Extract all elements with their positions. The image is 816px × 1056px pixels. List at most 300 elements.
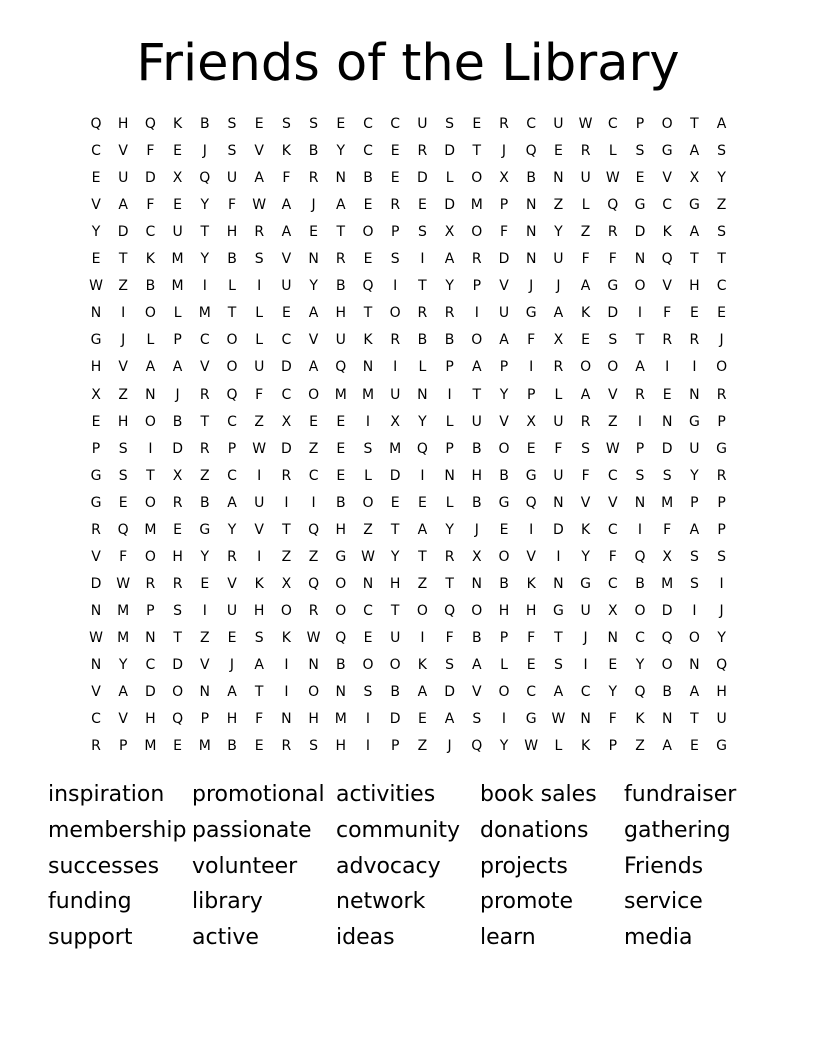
grid-letter: I [556,548,561,565]
grid-letter: B [363,170,373,187]
grid-letter: B [444,332,455,349]
grid-letter: D [553,521,564,538]
grid-letter: R [199,386,210,403]
grid-letter: Z [200,629,210,646]
grid-letter: Y [309,278,318,295]
grid-letter: R [91,521,101,538]
grid-letter: S [309,738,319,755]
grid-letter: N [661,413,673,430]
grid-letter: R [417,305,428,322]
grid-letter: C [526,116,537,132]
grid-letter: G [525,467,537,484]
grid-letter: N [90,602,102,619]
grid-letter: M [470,197,483,214]
grid-letter: P [717,494,726,511]
grid-letter: J [529,278,534,295]
grid-letter: D [661,602,673,619]
grid-letter: N [145,629,156,646]
word-list-item: support [48,925,133,951]
grid-letter: P [690,494,699,511]
grid-letter: K [281,143,291,160]
grid-letter: X [172,467,183,484]
grid-letter: O [498,440,510,457]
grid-letter: I [284,684,289,701]
grid-letter: C [281,386,292,403]
grid-letter: N [525,224,537,241]
grid-letter: X [608,602,618,619]
grid-letter: D [444,143,455,160]
grid-letter: N [417,386,428,403]
grid-letter: P [499,359,509,376]
grid-letter: H [253,602,265,619]
grid-letter: Y [499,386,509,403]
grid-letter: N [281,711,292,728]
grid-letter: V [91,684,101,701]
grid-letter: F [255,386,264,403]
grid-letter: M [198,305,211,322]
grid-letter: D [661,440,673,457]
grid-letter: U [553,467,564,484]
grid-letter: E [309,224,319,241]
grid-letter: B [390,684,400,701]
grid-letter: I [257,548,262,565]
grid-letter: E [635,170,645,187]
grid-letter: A [689,224,700,241]
grid-letter: V [200,657,210,673]
grid-letter: K [281,629,291,646]
grid-letter: H [689,278,700,295]
grid-letter: H [226,224,238,241]
grid-letter: F [581,467,590,484]
grid-letter: Y [227,521,237,538]
grid-letter: U [471,413,482,430]
grid-letter: P [118,738,128,755]
grid-letter: T [717,251,726,268]
grid-letter: V [662,278,672,295]
grid-letter: D [389,467,401,484]
grid-letter: P [146,602,155,619]
grid-letter: C [145,224,156,241]
grid-letter: C [145,657,156,673]
grid-letter: K [581,738,591,755]
grid-letter: S [254,629,264,646]
grid-letter: L [255,305,264,322]
grid-letter: Z [635,738,645,755]
grid-letter: L [445,413,454,430]
grid-letter: Q [144,116,156,132]
grid-letter: F [282,170,291,187]
grid-letter: L [581,197,590,214]
grid-letter: B [172,413,183,430]
grid-letter: Q [525,143,537,160]
grid-letter: Y [445,278,454,295]
grid-letter: L [500,657,508,673]
grid-letter: G [199,521,211,538]
grid-letter: N [689,386,700,403]
grid-letter: C [607,467,618,484]
grid-letter: Q [416,440,428,457]
grid-letter: Z [118,386,128,403]
grid-letter: A [580,386,591,403]
grid-letter: D [90,575,102,592]
grid-letter: V [254,143,264,160]
grid-letter: E [254,116,264,132]
grid-letter: I [365,711,371,728]
grid-letter: X [172,170,183,187]
grid-letter: A [472,657,482,673]
grid-letter: A [444,711,455,728]
grid-letter: W [116,575,131,592]
grid-letter: R [227,548,237,565]
grid-letter: S [173,602,183,619]
grid-letter: P [608,738,618,755]
grid-letter: R [308,602,319,619]
grid-letter: A [227,494,237,511]
word-list-item: learn [480,925,536,951]
grid-letter: H [117,116,129,132]
grid-letter: M [171,278,184,295]
grid-letter: S [689,575,699,592]
grid-letter: A [254,170,264,187]
grid-letter: U [553,413,564,430]
grid-letter: C [227,413,237,430]
grid-letter: L [608,143,617,160]
grid-letter: B [471,494,482,511]
grid-letter: P [173,332,182,349]
grid-letter: F [146,197,155,214]
grid-letter: R [281,467,292,484]
grid-letter: Z [308,440,319,457]
grid-letter: Z [580,224,591,241]
grid-letter: U [254,359,265,376]
grid-letter: B [499,467,509,484]
grid-letter: O [471,332,483,349]
grid-letter: P [717,413,726,430]
grid-letter: F [255,711,264,728]
grid-letter: X [499,170,509,187]
grid-letter: I [420,251,425,268]
grid-letter: P [499,629,509,646]
grid-letter: N [199,684,211,701]
grid-letter: W [361,548,375,565]
grid-letter: R [417,143,428,160]
grid-letter: I [365,738,371,755]
grid-letter: O [172,684,184,701]
grid-letter: C [363,602,373,619]
grid-letter: D [281,440,292,457]
grid-letter: D [145,170,156,187]
grid-letter: H [117,413,129,430]
grid-letter: J [719,332,724,349]
grid-letter: D [444,684,455,701]
grid-letter: Q [308,521,320,538]
grid-letter: O [362,224,374,241]
grid-letter: Y [418,413,427,430]
grid-letter: X [526,413,536,430]
grid-letter: E [254,738,264,755]
page-title: Friends of the Library [136,34,680,93]
grid-letter: W [605,170,620,187]
grid-letter: Q [308,575,320,592]
grid-letter: D [444,197,455,214]
grid-letter: T [146,467,155,484]
grid-letter: E [390,143,400,160]
grid-letter: T [227,305,237,322]
word-list-item: passionate [192,817,312,843]
grid-letter: H [335,521,347,538]
grid-letter: P [200,711,210,728]
grid-letter: F [227,197,237,214]
word-list-item: gathering [624,817,731,843]
grid-letter: E [91,170,101,187]
grid-letter: U [281,278,292,295]
grid-letter: E [91,251,101,268]
grid-letter: T [472,386,482,403]
grid-letter: S [445,657,455,673]
grid-letter: O [335,575,347,592]
grid-letter: P [499,197,509,214]
grid-letter: S [363,684,373,701]
grid-letter: N [607,629,619,646]
grid-letter: D [389,711,401,728]
grid-letter: M [361,386,375,403]
grid-letter: J [474,521,479,538]
grid-letter: V [200,359,210,376]
grid-letter: N [525,197,537,214]
grid-letter: R [580,413,591,430]
grid-letter: O [580,359,592,376]
grid-letter: E [363,251,373,268]
word-list-item: network [336,889,426,915]
grid-letter: O [634,278,646,295]
grid-letter: R [444,548,455,565]
grid-letter: V [118,143,128,160]
grid-letter: G [552,602,564,619]
grid-letter: E [689,305,699,322]
grid-letter: W [605,440,620,457]
grid-letter: P [445,440,454,457]
word-list-item: media [624,925,693,951]
grid-letter: W [252,197,267,214]
grid-letter: G [525,711,537,728]
grid-letter: B [227,251,237,268]
grid-letter: N [661,711,673,728]
grid-letter: Y [336,143,346,160]
grid-letter: S [717,548,727,565]
grid-letter: M [198,738,211,755]
grid-letter: C [607,521,618,538]
grid-letter: I [311,494,316,511]
grid-letter: O [308,684,320,701]
grid-letter: D [117,224,129,241]
grid-letter: T [690,711,699,728]
grid-letter: I [202,602,207,619]
grid-letter: T [390,602,400,619]
grid-letter: K [254,575,264,592]
grid-letter: D [607,305,619,322]
grid-letter: S [689,548,699,565]
grid-letter: S [227,116,237,132]
grid-letter: I [692,359,697,376]
grid-letter: A [281,197,292,214]
grid-letter: E [417,711,427,728]
grid-letter: K [635,711,645,728]
grid-letter: J [447,738,452,755]
grid-letter: Z [417,575,428,592]
grid-letter: F [119,548,128,565]
grid-letter: A [145,359,156,376]
grid-letter: I [257,278,262,295]
grid-letter: Y [717,170,726,187]
grid-letter: M [661,575,674,592]
grid-letter: N [580,711,591,728]
grid-letter: V [118,711,128,728]
grid-letter: R [662,332,673,349]
grid-letter: B [308,143,319,160]
grid-letter: E [281,305,291,322]
grid-letter: B [662,684,672,701]
grid-letter: W [252,440,267,457]
grid-letter: O [471,602,483,619]
word-list-item: community [336,817,461,843]
grid-letter: E [363,197,373,214]
grid-letter: A [553,684,564,701]
grid-letter: N [145,386,156,403]
grid-letter: A [336,197,346,214]
grid-letter: K [173,116,183,132]
grid-letter: R [390,197,401,214]
grid-letter: E [336,413,346,430]
grid-letter: E [173,197,183,214]
grid-letter: E [417,494,427,511]
grid-letter: G [607,278,619,295]
grid-letter: I [121,305,126,322]
grid-letter: B [335,657,346,673]
grid-letter: R [444,305,455,322]
grid-letter: T [690,116,699,132]
grid-letter: P [227,440,237,457]
grid-letter: L [554,386,563,403]
grid-letter: E [689,738,699,755]
grid-letter: R [308,170,319,187]
grid-letter: G [335,548,347,565]
grid-letter: U [390,386,401,403]
grid-letter: N [525,251,537,268]
word-list-item: membership [48,817,187,843]
grid-letter: T [282,521,291,538]
grid-letter: L [554,738,563,755]
grid-letter: S [417,224,427,241]
grid-letter: W [306,629,321,646]
grid-letter: Z [716,197,727,214]
grid-letter: R [172,494,183,511]
grid-letter: Q [335,359,347,376]
grid-letter: T [118,251,128,268]
grid-letter: N [90,657,102,673]
grid-letter: O [144,305,156,322]
grid-letter: Y [200,251,210,268]
grid-letter: Q [226,386,238,403]
grid-letter: G [688,197,700,214]
grid-letter: E [118,494,128,511]
grid-letter: Q [525,494,537,511]
grid-letter: J [229,657,235,673]
grid-letter: B [417,332,428,349]
grid-letter: S [118,467,128,484]
grid-letter: G [688,413,700,430]
grid-letter: R [335,251,346,268]
grid-letter: T [200,413,210,430]
grid-letter: O [661,116,673,132]
grid-letter: L [364,467,372,484]
grid-letter: K [581,521,591,538]
grid-letter: J [719,602,724,619]
grid-letter: X [689,170,700,187]
grid-letter: T [445,575,454,592]
grid-letter: C [363,116,373,132]
grid-letter: E [173,521,183,538]
grid-letter: Z [281,548,292,565]
grid-letter: A [254,657,264,673]
grid-letter: X [91,386,101,403]
word-list-item: book sales [480,782,597,807]
grid-letter: N [90,305,102,322]
grid-letter: A [417,684,428,701]
grid-letter: G [90,467,102,484]
grid-letter: I [692,602,697,619]
grid-letter: S [472,711,482,728]
grid-letter: R [199,440,210,457]
grid-letter: F [527,629,536,646]
grid-letter: R [607,224,618,241]
grid-letter: I [257,467,262,484]
word-list-item: successes [48,853,160,879]
grid-letter: C [199,332,210,349]
grid-letter: X [444,224,455,241]
grid-letter: U [553,251,564,268]
grid-letter: S [363,440,373,457]
grid-letter: O [389,305,401,322]
grid-letter: L [445,170,454,187]
grid-letter: C [662,197,673,214]
grid-letter: V [91,197,101,214]
grid-letter: F [146,143,155,160]
grid-letter: L [445,494,454,511]
grid-letter: X [553,332,564,349]
grid-letter: J [121,332,126,349]
grid-letter: M [661,494,674,511]
grid-letter: R [145,575,156,592]
grid-letter: S [581,440,591,457]
grid-letter: O [688,629,700,646]
word-list-item: Friends [624,853,704,879]
grid-letter: C [308,467,319,484]
grid-letter: E [526,657,536,673]
grid-letter: S [309,116,319,132]
grid-letter: Q [117,521,129,538]
grid-letter: V [472,684,482,701]
grid-letter: G [661,143,673,160]
grid-letter: T [690,251,699,268]
grid-letter: K [363,332,373,349]
grid-letter: J [175,386,180,403]
grid-letter: B [471,629,482,646]
grid-letter: C [363,143,373,160]
grid-letter: Z [553,197,564,214]
grid-letter: C [580,684,591,701]
word-list-item: advocacy [336,853,441,879]
grid-letter: N [362,575,374,592]
